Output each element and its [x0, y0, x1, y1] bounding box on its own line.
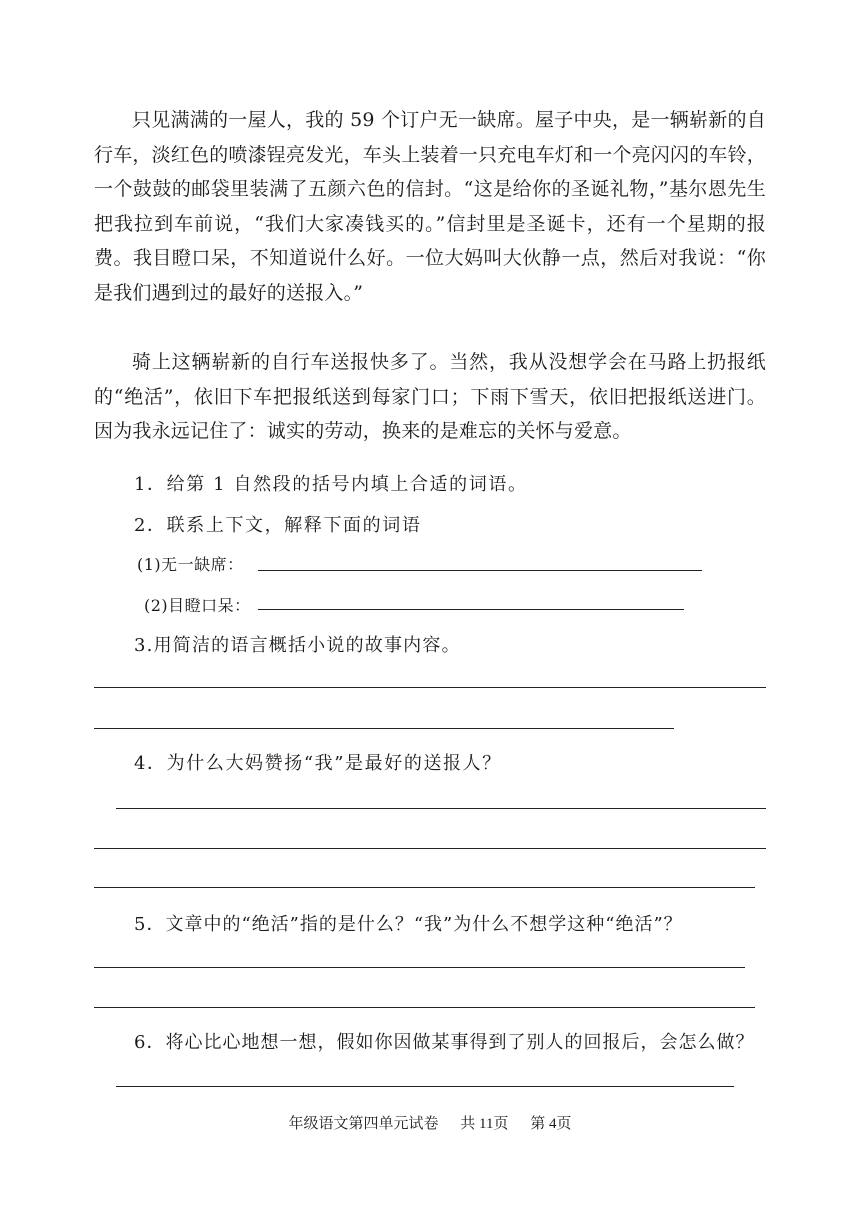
answer-line-4-3[interactable] [94, 887, 755, 888]
answer-line-4-1[interactable] [116, 808, 766, 809]
question-6: 6．将心比心地想一想，假如你因做某事得到了别人的回报后，会怎么做？ [134, 1032, 755, 1053]
question-4: 4．为什么大妈赞扬“我”是最好的送报人？ [134, 753, 502, 774]
answer-line-5-1[interactable] [94, 967, 745, 968]
question-2-item-1: (1)无一缺席： [137, 555, 244, 574]
answer-line-2-2[interactable] [258, 609, 684, 610]
current-page: 第 4页 [530, 1116, 572, 1132]
answer-line-6-1[interactable] [116, 1086, 734, 1087]
answer-line-4-2[interactable] [94, 848, 766, 849]
answer-line-3-2[interactable] [94, 728, 674, 729]
question-1: 1．给第 1 自然段的括号内填上合适的词语。 [134, 474, 528, 495]
answer-line-5-2[interactable] [94, 1007, 755, 1008]
question-3: 3.用简洁的语言概括小说的故事内容。 [134, 635, 461, 656]
question-2-item-2: (2)目瞪口呆： [144, 596, 251, 615]
passage-paragraph-2: 骑上这辆崭新的自行车送报快多了。当然，我从没想学会在马路上扔报纸的“绝活”，依旧下车把报纸送到每家门口；下雨下雪天，依旧把报纸送进门。因为我永远记住了：诚实的劳动，换来的是难忘的关怀与爱意。 [94, 351, 766, 442]
page-footer [0, 1112, 860, 1133]
answer-line-2-1[interactable] [258, 570, 702, 571]
question-5: 5．文章中的“绝活”指的是什么？“我”为什么不想学这种“绝活”？ [134, 914, 683, 935]
question-2: 2．联系上下文，解释下面的词语 [134, 515, 422, 536]
exam-title: 年级语文第四单元试卷 [288, 1116, 439, 1132]
passage-paragraph-1: 只见满满的一屋人，我的 59 个订户无一缺席。屋子中央，是一辆崭新的自行车，淡红色的喷漆锃亮发光，车头上装着一只充电车灯和一个亮闪闪的车铃，一个鼓鼓的邮袋里装满了五颜六色的信封。“这是给你的圣诞礼物，”基尔恩先生把我拉到车前说，“我们大家凑钱买的。”信封里是圣诞卡，还有一个星期的报费。我目瞪口呆，不知道说什么好。一位大妈叫大伙静一点，然后对我说：“你是我们遇到过的最好的送报入。” [94, 109, 767, 304]
answer-line-3-1[interactable] [94, 687, 766, 688]
total-pages: 共 11页 [460, 1116, 509, 1132]
